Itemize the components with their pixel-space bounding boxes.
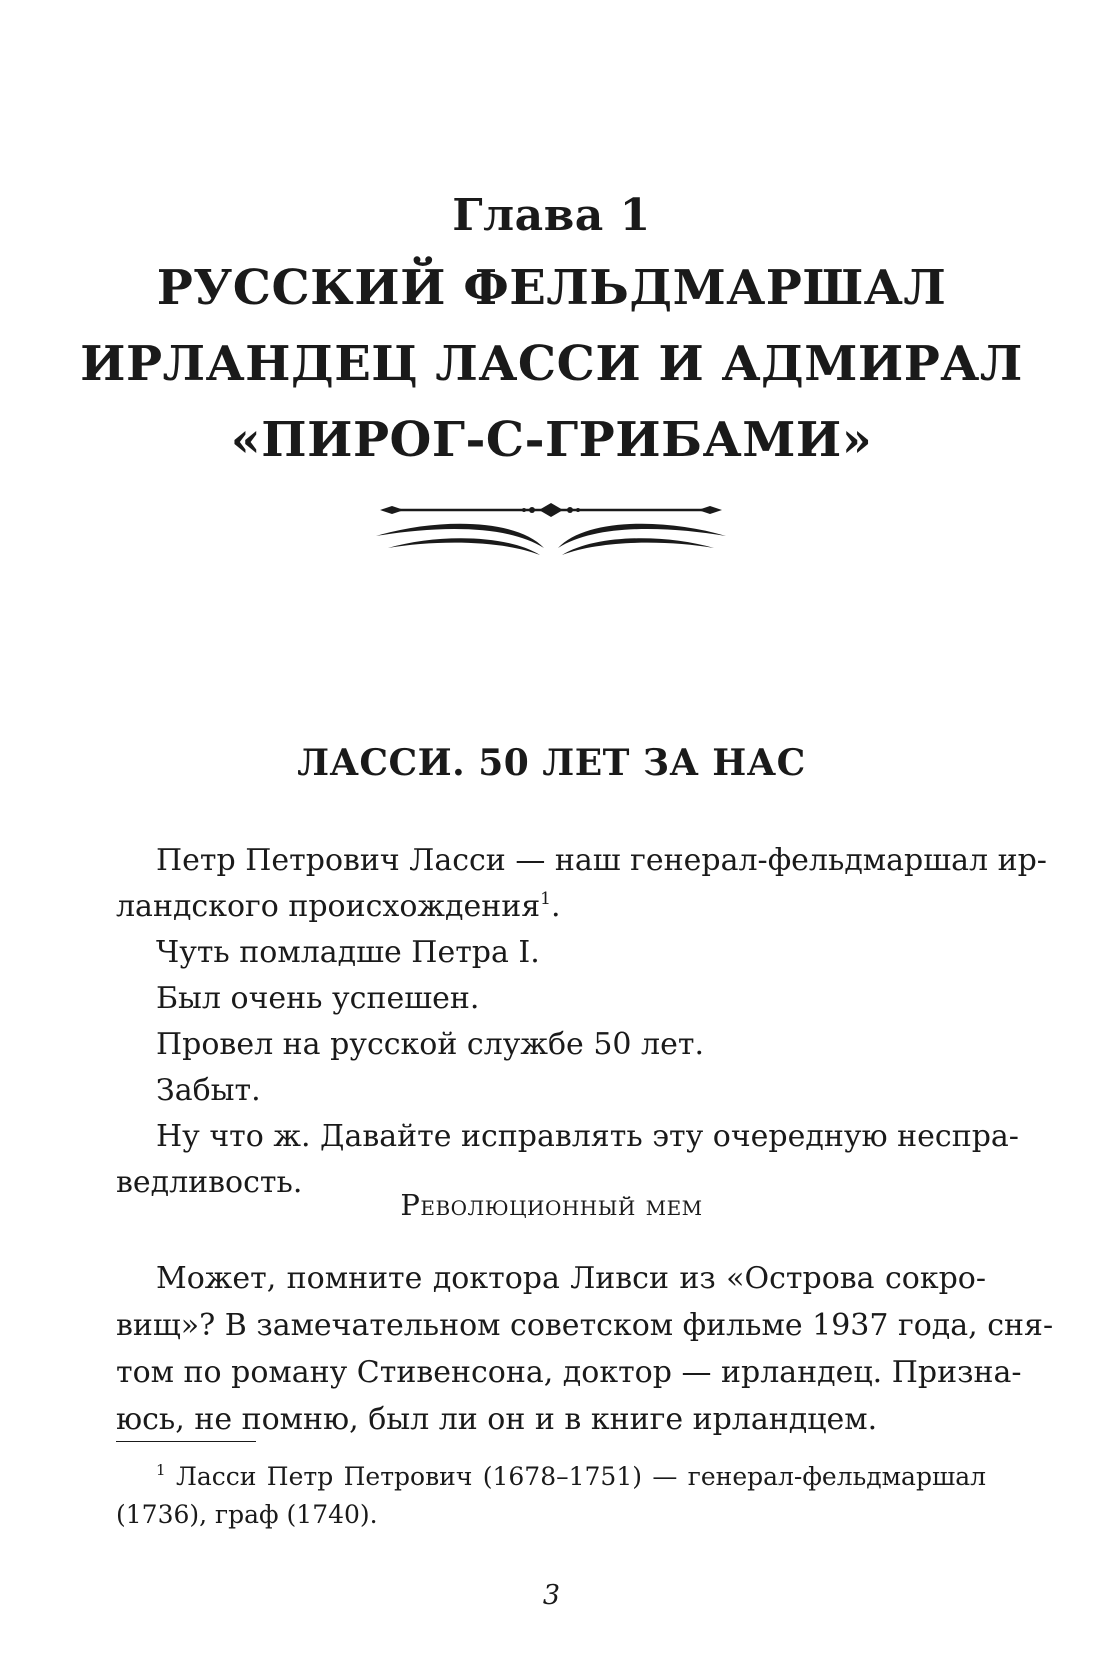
section-body <box>116 838 1047 1206</box>
footnote-reference[interactable]: 1 <box>540 889 551 909</box>
chapter-title-line: «ПИРОГ-С-ГРИБАМИ» <box>230 412 873 468</box>
text-fragment: . <box>550 889 561 924</box>
decorative-flourish-icon <box>376 500 726 560</box>
text-line: Был очень успешен. <box>156 981 480 1016</box>
text-line: юсь, не помню, был ли он и в книге ирландцем. <box>116 1402 878 1437</box>
text-line: Ну что ж. Давайте исправлять эту очередную неспра- <box>156 1119 1019 1154</box>
footnote <box>116 1458 986 1534</box>
chapter-title-line: ИРЛАНДЕЦ ЛАССИ И АДМИРАЛ <box>80 336 1023 392</box>
footnote-divider <box>116 1441 256 1442</box>
text-line: вищ»? В замечательном советском фильме 1937 года, сня- <box>116 1308 1054 1343</box>
footnote-line: (1736), граф (1740). <box>116 1500 378 1529</box>
chapter-title <box>0 250 1103 478</box>
footnote-text: Ласси Петр Петрович (1678–1751) — генерал-фельдмаршал <box>175 1462 986 1491</box>
page-number: 3 <box>542 1580 561 1611</box>
text-line: Петр Петрович Ласси — наш генерал-фельдмаршал ир- <box>156 843 1047 878</box>
footnote-line <box>116 1458 986 1496</box>
text-line: Чуть помладше Петра I. <box>156 935 540 970</box>
text-line: Забыт. <box>156 1073 261 1108</box>
subsection-body <box>116 1255 1054 1443</box>
text-line: том по роману Стивенсона, доктор — ирландец. Призна- <box>116 1355 1022 1390</box>
chapter-title-line: РУССКИЙ ФЕЛЬДМАРШАЛ <box>156 260 947 316</box>
text-line: Может, помните доктора Ливси из «Острова сокро- <box>156 1261 986 1296</box>
text-fragment: ландского происхождения <box>116 889 541 924</box>
text-line <box>116 884 986 930</box>
footnote-marker: 1 <box>156 1461 166 1479</box>
chapter-number: Глава 1 <box>452 190 651 241</box>
subsection-heading: Революционный мем <box>400 1188 703 1222</box>
text-line: Провел на русской службе 50 лет. <box>156 1027 704 1062</box>
text-line: ведливость. <box>116 1165 303 1200</box>
section-heading: ЛАССИ. 50 ЛЕТ ЗА НАС <box>297 742 806 784</box>
